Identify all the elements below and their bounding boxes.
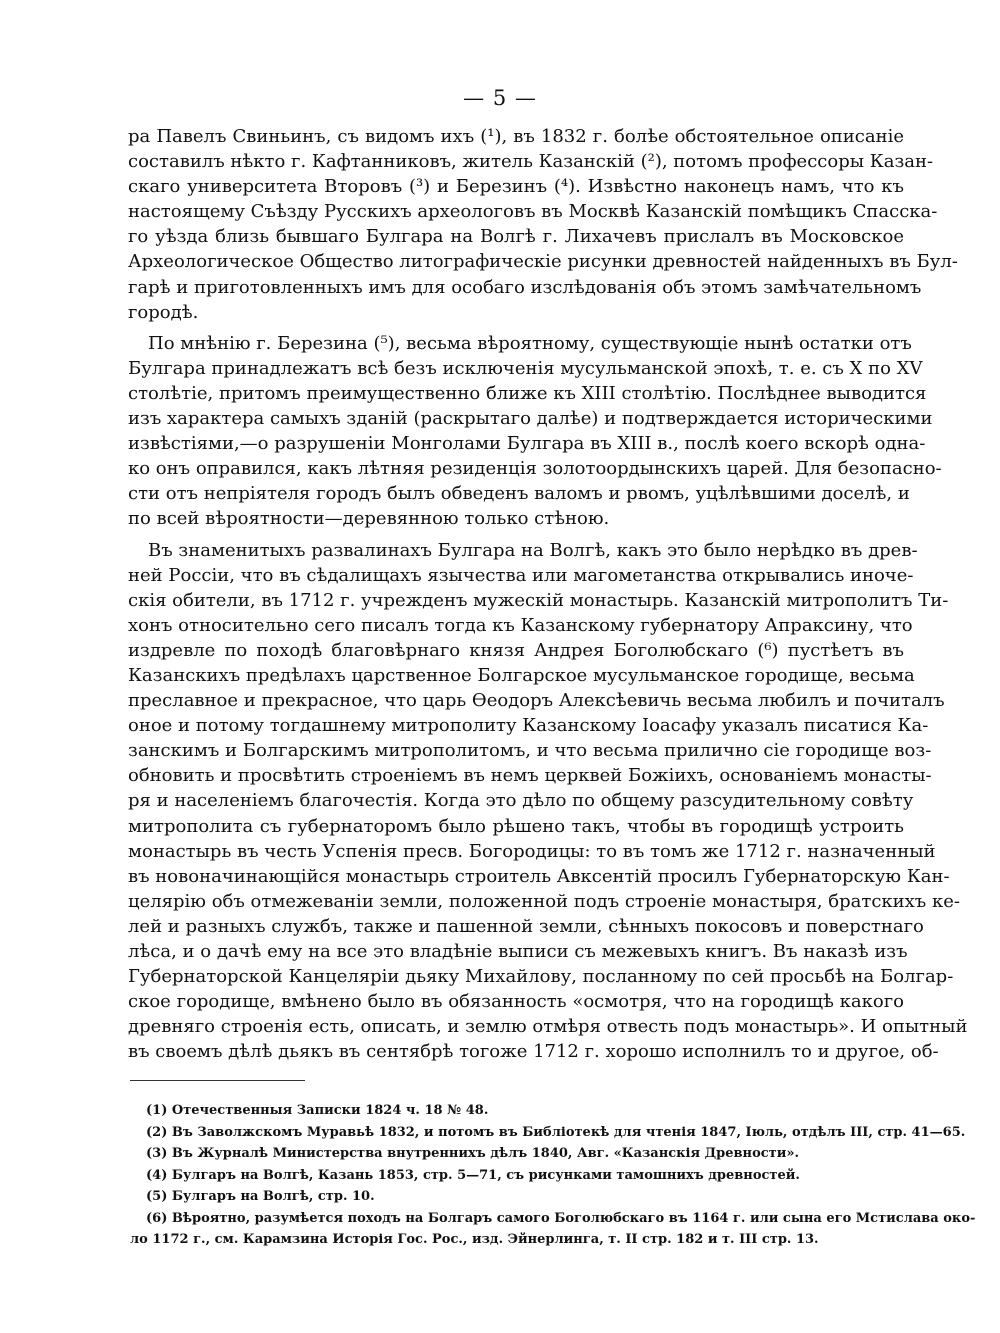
text-line: хонъ относительно сего писалъ тогда къ Казанскому губернатору Апраксину, что — [128, 614, 913, 636]
text-line: скія обители, въ 1712 г. учрежденъ мужескій монастырь. Казанскій митрополитъ Ти- — [128, 589, 949, 611]
text-line: издревле по походѣ благовѣрнаго князя Андрея Боголюбскаго (⁶) пустѣетъ въ — [128, 639, 904, 661]
text-line: занскимъ и Болгарскимъ митрополитомъ, и что весьма прилично сіе городище воз- — [128, 740, 932, 762]
text-line: городѣ. — [128, 301, 199, 323]
text-line: ко онъ оправился, какъ лѣтняя резиденція золотоордынскихъ царей. Для безопасно- — [128, 458, 942, 480]
footnote: (6) Вѣроятно, разумѣется походъ на Болгаръ самого Боголюбскаго въ 1164 г. или сына его Мстислава око- — [146, 1210, 976, 1226]
footnote: (3) Въ Журналѣ Министерства внутреннихъ дѣлъ 1840, Авг. «Казанскія Древности». — [146, 1146, 800, 1161]
text-line: ра Павелъ Свиньинъ, съ видомъ ихъ (¹), въ 1832 г. болѣе обстоятельное описаніе — [128, 126, 904, 147]
text-line: Губернаторской Канцеляріи дьяку Михайлову, посланному по сей просьбѣ на Болгар- — [128, 966, 954, 988]
text-line: митрополита съ губернаторомъ было рѣшено такъ, чтобы въ городищѣ устроить — [128, 815, 904, 837]
text-line: извѣстіями,—о разрушеніи Монголами Булгара въ XIII в., послѣ коего вскорѣ одна- — [128, 433, 926, 455]
footnote-divider — [130, 1080, 305, 1081]
text-line: изъ характера самыхъ зданій (раскрытаго далѣе) и подтверждается историческими — [128, 408, 933, 430]
body-text — [128, 124, 968, 1064]
text-line: по всей вѣроятности—деревянною только стѣною. — [128, 508, 610, 530]
text-line: монастырь въ честь Успенія пресв. Богородицы: то въ томъ же 1712 г. назначенный — [128, 840, 936, 862]
text-line: древняго строенія есть, описать, и землю отмѣря отвесть подъ монастырь». И опытный — [128, 1016, 968, 1038]
text-line: Казанскихъ предѣлахъ царственное Болгарское мусульманское городище, весьма — [128, 664, 915, 686]
text-line: оное и потому тогдашнему митрополиту Казанскому Іоасафу указалъ писатися Ка- — [128, 715, 929, 737]
text-line: настоящему Съѣзду Русскихъ археологовъ въ Москвѣ Казанскій помѣщикъ Спасска- — [128, 201, 938, 223]
text-line: лѣса, и о дачѣ ему на все это владѣніе выписи съ межевыхъ книгъ. Въ наказѣ изъ — [128, 941, 908, 962]
text-line: гарѣ и приготовленныхъ имъ для особагo изслѣдованія объ этомъ замѣчательномъ — [128, 276, 922, 298]
text-line: обновить и просвѣтить строеніемъ въ немъ церквей Божіихъ, основаніемъ монасты- — [128, 765, 932, 787]
footnote: (4) Булгаръ на Волгѣ, Казань 1853, стр. 5—71, съ рисунками тамошнихъ древностей. — [146, 1167, 800, 1183]
footnote: (2) Въ Заволжскомъ Муравьѣ 1832, и потомъ въ Библіотекѣ для чтенія 1847, Іюль, отдѣлъ III, стр. 41—65. — [146, 1124, 966, 1140]
footnote: ло 1172 г., см. Карамзина Исторія Гос. Рос., изд. Эйнерлинга, т. II стр. 182 и т. III стр. 13. — [130, 1232, 819, 1247]
text-line: целярію объ отмежеваніи земли, положенной подъ строеніе монастыря, братскихъ ке- — [128, 890, 960, 912]
text-line: столѣтіе, притомъ преимущественно ближе къ XIII столѣтію. Послѣднее выводится — [128, 382, 927, 404]
text-line: преславное и прекрасное, что царь Ѳеодоръ Алексѣевичь весьма любилъ и почиталъ — [128, 690, 945, 712]
text-line: составилъ нѣкто г. Кафтанниковъ, житель Казанскій (²), потомъ профессоры Казан- — [128, 151, 934, 173]
text-line: ря и населеніемъ благочестія. Когда это дѣло по общему разсудительному совѣту — [128, 790, 914, 812]
text-line: лей и разныхъ службъ, также и пашенной земли, сѣнныхъ покосовъ и поверстнаго — [128, 915, 924, 937]
page-number: — 5 — — [463, 86, 537, 110]
text-line: ское городище, вмѣнено было въ обязанность «осмотря, что на городищѣ какого — [128, 991, 904, 1013]
text-line: Археологическое Общество литографическіе рисунки древностей найденныхъ въ Бул- — [128, 251, 958, 273]
footnote: (5) Булгаръ на Волгѣ, стр. 10. — [146, 1189, 375, 1204]
text-line: скаго университета Второвъ (³) и Березинъ (⁴). Извѣстно наконецъ намъ, что къ — [128, 176, 904, 198]
footnotes — [130, 1100, 976, 1251]
text-line: По мнѣнію г. Березина (⁵), весьма вѣроятному, существующіе нынѣ остатки отъ — [148, 332, 912, 354]
text-line: въ новоначинающійся монастырь строитель Авксентій просилъ Губернаторскую Кан- — [128, 865, 950, 887]
text-line: сти отъ непріятеля городъ былъ обведенъ валомъ и рвомъ, уцѣлѣвшими доселѣ, и — [128, 483, 910, 505]
text-line: го уѣзда близь бывшаго Булгара на Волгѣ г. Лихачевъ прислалъ въ Московское — [128, 226, 904, 248]
footnote: (1) Отечественныя Записки 1824 ч. 18 № 48. — [146, 1103, 489, 1118]
text-line: ней Россіи, что въ сѣдалищахъ язычества или магометанства открывались иноче- — [128, 564, 914, 586]
text-line: Въ знаменитыхъ развалинахъ Булгара на Волгѣ, какъ это было нерѣдко въ древ- — [148, 539, 918, 561]
text-line: въ своемъ дѣлѣ дьякъ въ сентябрѣ тогоже 1712 г. хорошо исполнилъ то и другое, об- — [128, 1041, 939, 1063]
text-line: Булгара принадлежатъ всѣ безъ исключенія мусульманской эпохѣ, т. е. съ X по XV — [128, 357, 923, 379]
